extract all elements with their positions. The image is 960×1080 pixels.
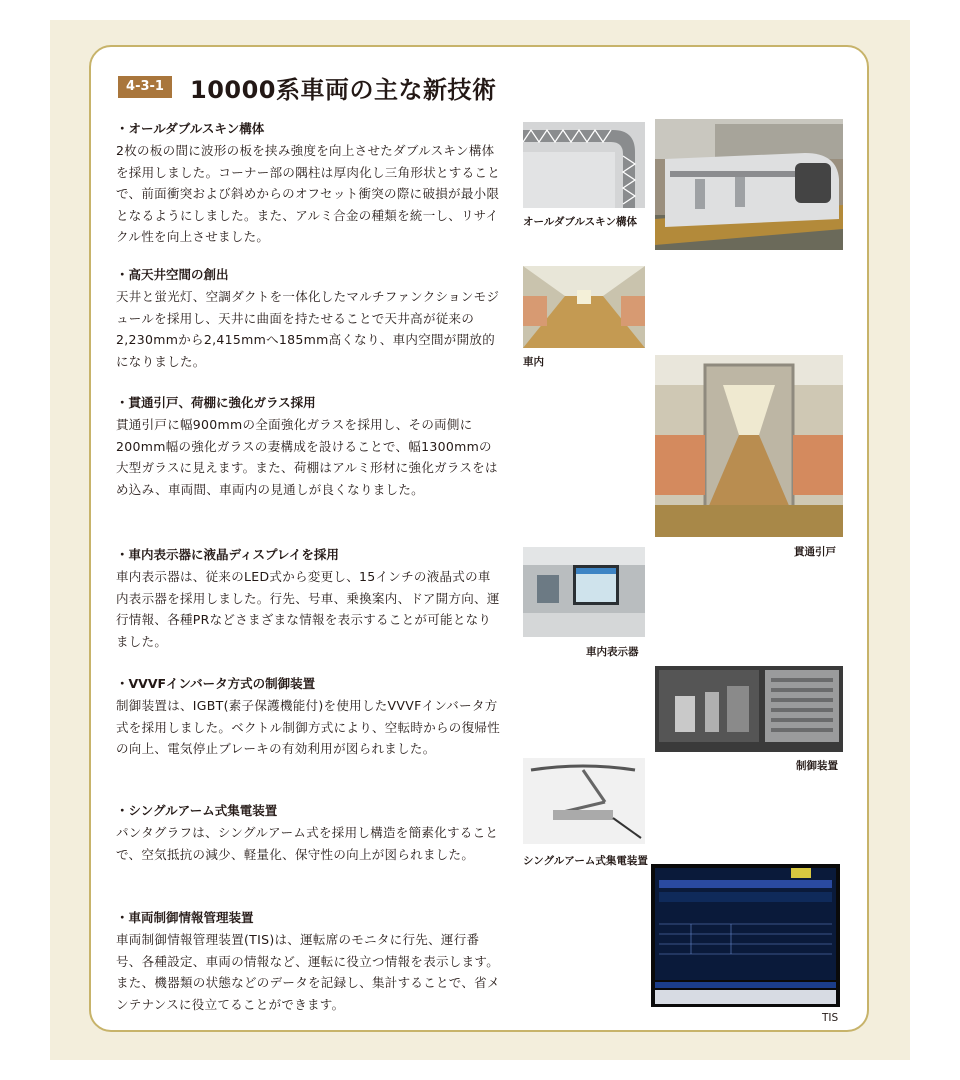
section-body: パンタグラフは、シングルアーム式を採用し構造を簡素化することで、空気抵抗の減少、軽量化、保守性の向上が図られました。: [116, 825, 499, 862]
section-heading: ・オールダブルスキン構体: [116, 121, 265, 136]
section-heading: ・シングルアーム式集電装置: [116, 803, 278, 818]
section-high-ceiling: [116, 265, 500, 372]
double-skin-diagram: [523, 122, 645, 208]
caption-tis: TIS: [822, 1012, 839, 1024]
section-body: 車両制御情報管理装置(TIS)は、運転席のモニタに行先、運行番号、各種設定、車両の情報など、運転に役立つ情報を表示します。また、機器類の状態などのデータを記録し、集計することで、省メンテナンスに役立てることができます。: [116, 932, 500, 1012]
page-title: 10000系車両の主な新技術: [190, 76, 497, 104]
pantograph-photo: [523, 758, 645, 844]
section-heading: ・車内表示器に液晶ディスプレイを採用: [116, 547, 339, 562]
section-heading: ・貫通引戸、荷棚に強化ガラス採用: [116, 395, 316, 410]
control-unit-photo: [655, 666, 843, 752]
caption-lcd-display: 車内表示器: [586, 646, 639, 658]
caption-gangway-door: 貫通引戸: [794, 546, 836, 558]
caption-double-skin: オールダブルスキン構体: [523, 216, 638, 228]
section-body: 制御装置は、IGBT(素子保護機能付)を使用したVVVFインバータ方式を採用しました。ベクトル制御方式により、空転時からの復帰性の向上、電気停止ブレーキの有効利用が図られました。: [116, 698, 501, 756]
tis-screen-photo: [651, 864, 840, 1007]
caption-interior: 車内: [523, 356, 544, 368]
section-pantograph: [116, 801, 500, 865]
section-body: 2枚の板の間に波形の板を挟み強度を向上させたダブルスキン構体を採用しました。コーナー部の隅柱は厚肉化し三角形状とすることで、前面衝突および斜めからのオフセット衝突の際に破損が最小限となるようにしました。また、アルミ合金の種類を統一し、リサイクル性を向上させました。: [116, 143, 501, 244]
section-body: 貫通引戸に幅900mmの全面強化ガラスを採用し、その両側に200mm幅の強化ガラスの妻構成を設けることで、幅1300mmの大型ガラスに見えます。また、荷棚はアルミ形材に強化ガラスをはめ込み、車両間、車両内の見通しが良くなりました。: [116, 417, 498, 497]
section-lcd: [116, 545, 500, 652]
caption-pantograph: シングルアーム式集電装置: [523, 855, 648, 867]
caption-control-unit: 制御装置: [796, 760, 838, 772]
section-heading: ・高天井空間の創出: [116, 267, 229, 282]
section-body: 天井と蛍光灯、空調ダクトを一体化したマルチファンクションモジュールを採用し、天井に曲面を持たせることで天井高が従来の2,230mmから2,415mmへ185mm高くなり、車内空間が開放的になりました。: [116, 289, 500, 369]
section-glass: [116, 393, 500, 500]
train-exterior-photo: [655, 119, 843, 250]
gangway-door-photo: [655, 355, 843, 537]
section-number-badge: 4-3-1: [118, 76, 172, 98]
section-body: 車内表示器は、従来のLED式から変更し、15インチの液晶式の車内表示器を採用しました。行先、号車、乗換案内、ドア開方向、運行情報、各種PRなどさまざまな情報を表示することが可能となりました。: [116, 569, 500, 649]
section-double-skin: [116, 119, 500, 248]
lcd-display-photo: [523, 547, 645, 637]
section-vvvf: [116, 674, 500, 760]
interior-photo: [523, 266, 645, 348]
section-heading: ・車両制御情報管理装置: [116, 910, 254, 925]
section-tis: [116, 908, 500, 1015]
section-heading: ・VVVFインバータ方式の制御装置: [116, 676, 316, 691]
